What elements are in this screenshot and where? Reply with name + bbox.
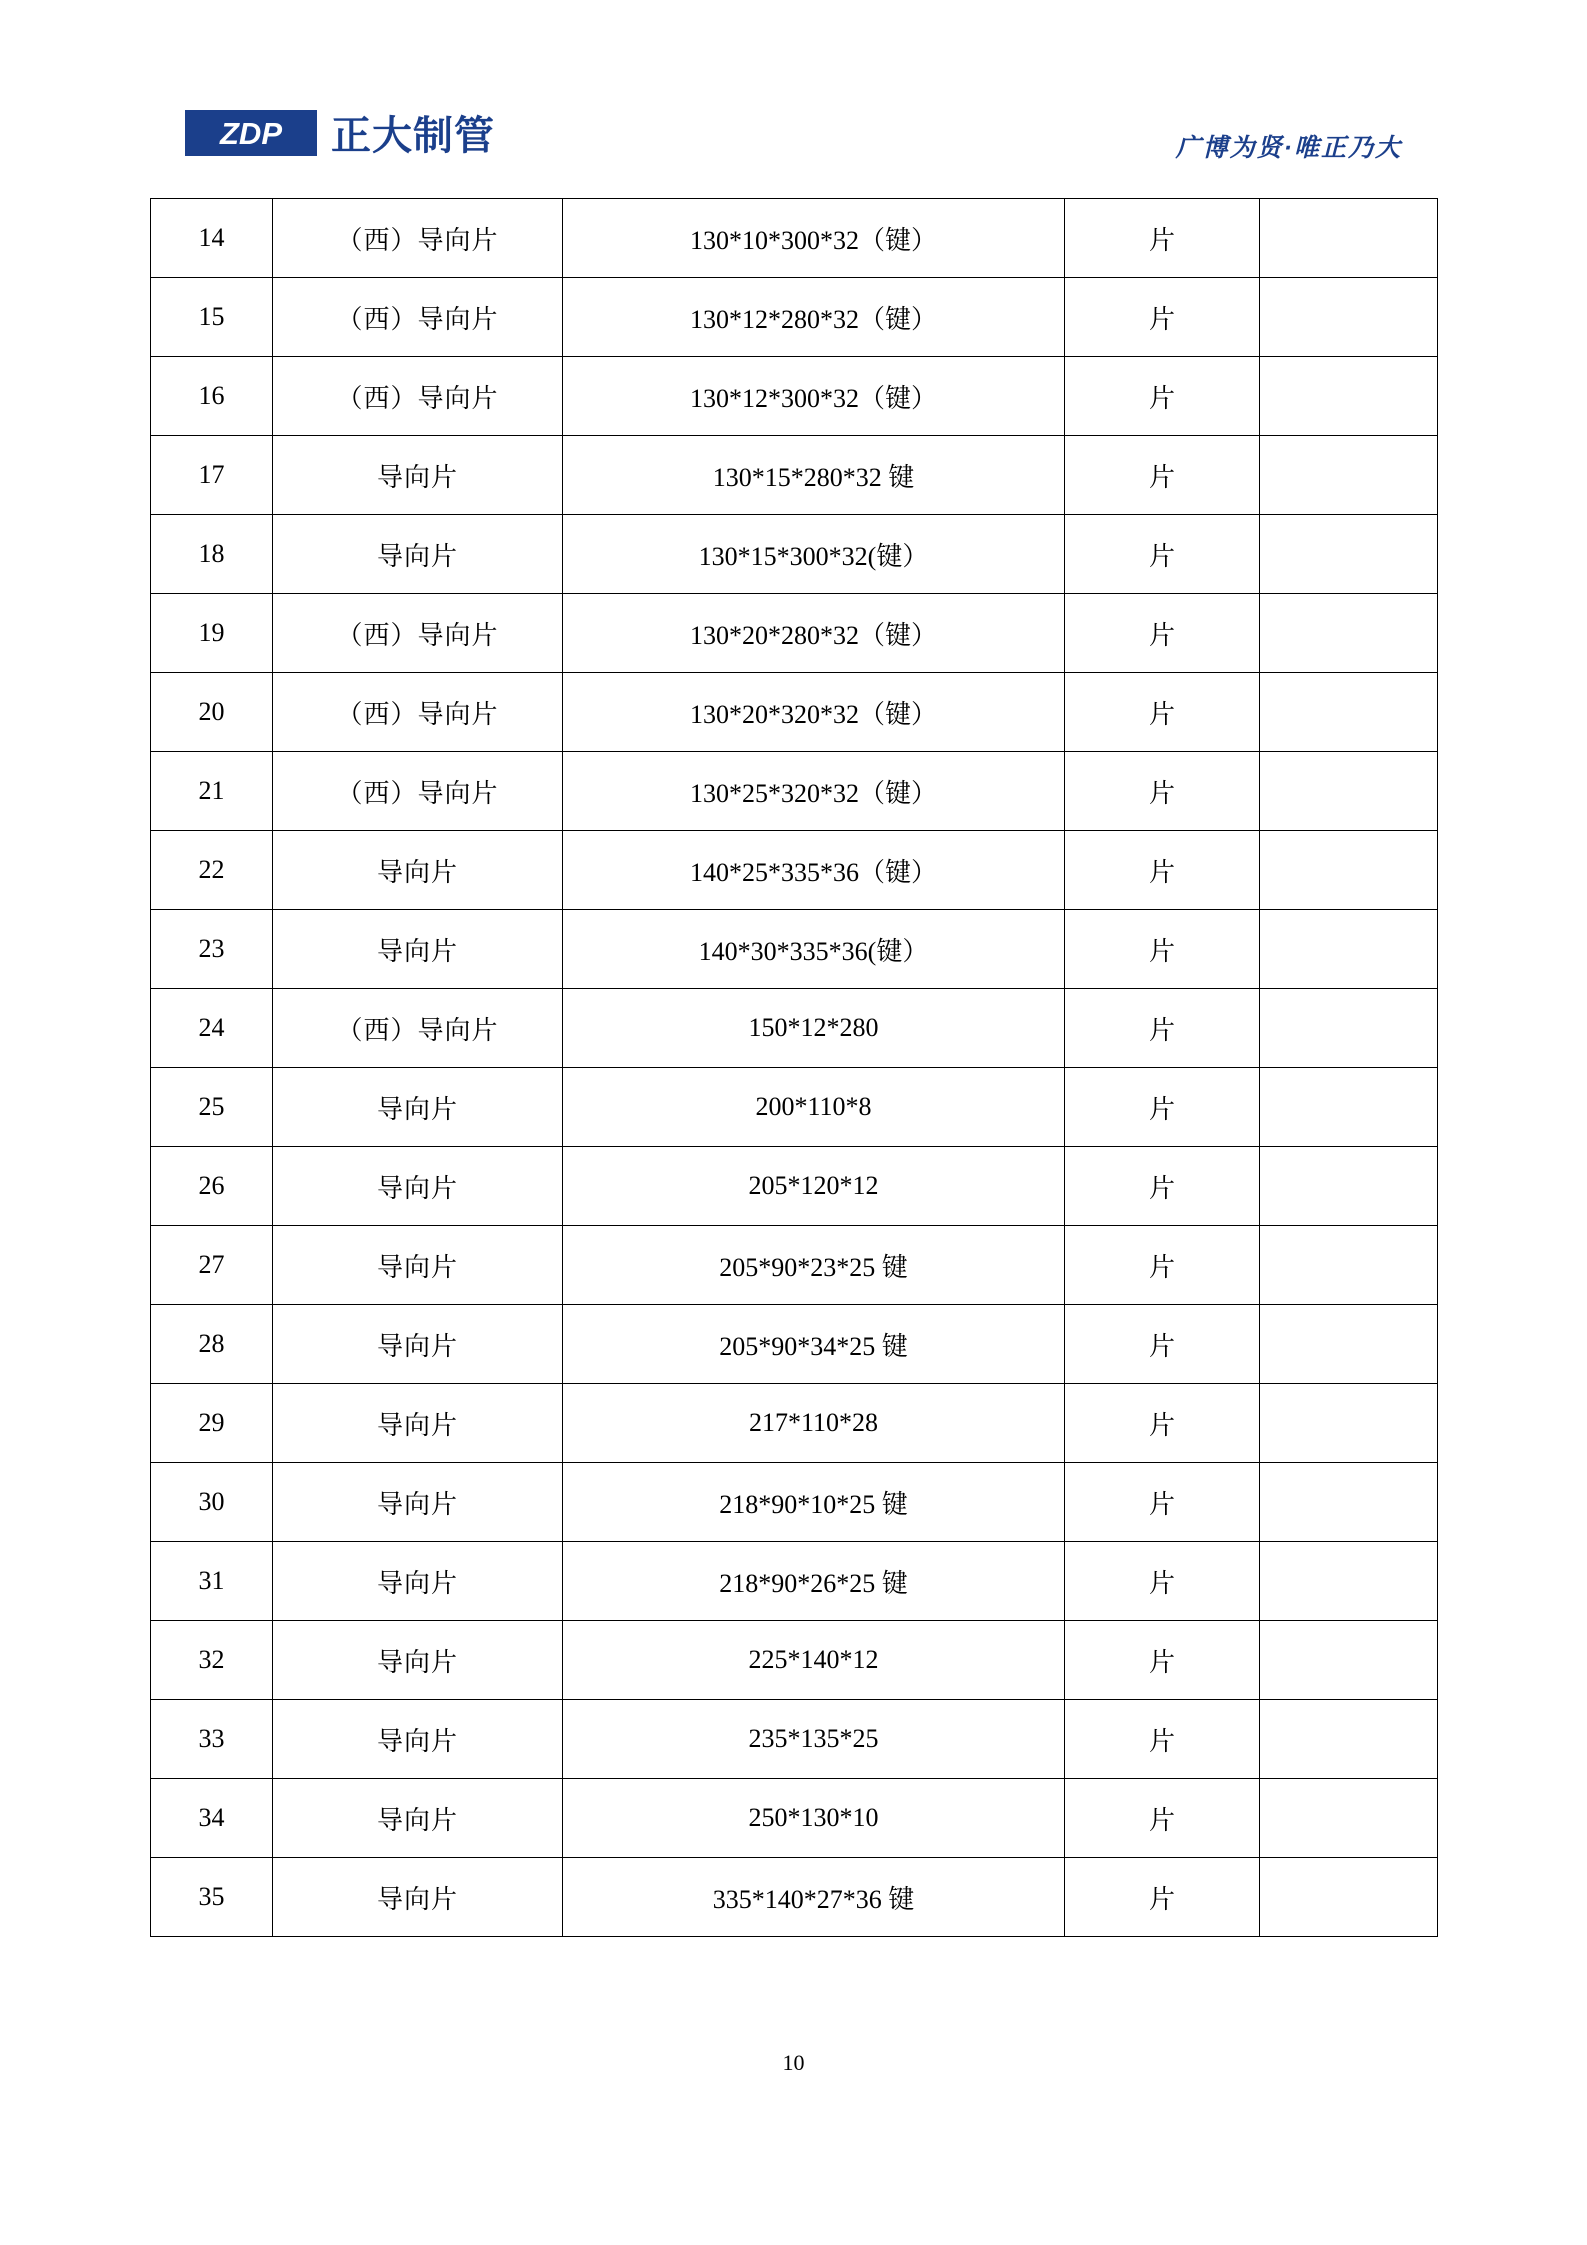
cell-name: 导向片 (273, 831, 563, 910)
cell-name: 导向片 (273, 910, 563, 989)
table-row (151, 199, 1438, 278)
cell-qty (1260, 199, 1438, 278)
cell-no: 22 (151, 831, 273, 910)
cell-qty (1260, 1779, 1438, 1858)
cell-spec: 130*12*280*32（键） (563, 278, 1065, 357)
cell-name: 导向片 (273, 1700, 563, 1779)
cell-spec: 130*25*320*32（键） (563, 752, 1065, 831)
parts-table-container (150, 198, 1437, 1937)
company-slogan: 广博为贤·唯正乃大 (1175, 134, 1402, 162)
cell-qty (1260, 1542, 1438, 1621)
table-row (151, 1621, 1438, 1700)
cell-no: 16 (151, 357, 273, 436)
cell-no: 28 (151, 1305, 273, 1384)
cell-qty (1260, 752, 1438, 831)
cell-spec: 235*135*25 (563, 1700, 1065, 1779)
cell-qty (1260, 594, 1438, 673)
cell-spec: 218*90*10*25 键 (563, 1463, 1065, 1542)
table-row (151, 1542, 1438, 1621)
cell-qty (1260, 515, 1438, 594)
cell-no: 14 (151, 199, 273, 278)
page-number: 10 (782, 2050, 805, 2075)
cell-name: 导向片 (273, 1621, 563, 1700)
cell-qty (1260, 1463, 1438, 1542)
cell-name: 导向片 (273, 1858, 563, 1937)
cell-spec: 130*20*280*32（键） (563, 594, 1065, 673)
cell-qty (1260, 673, 1438, 752)
cell-qty (1260, 357, 1438, 436)
cell-unit: 片 (1065, 436, 1260, 515)
cell-no: 23 (151, 910, 273, 989)
cell-name: （西）导向片 (273, 199, 563, 278)
cell-spec: 205*120*12 (563, 1147, 1065, 1226)
cell-spec: 218*90*26*25 键 (563, 1542, 1065, 1621)
cell-spec: 200*110*8 (563, 1068, 1065, 1147)
cell-spec: 225*140*12 (563, 1621, 1065, 1700)
table-row (151, 278, 1438, 357)
parts-table (150, 198, 1438, 1937)
cell-qty (1260, 1858, 1438, 1937)
table-row (151, 910, 1438, 989)
company-name: 正大制管 (331, 113, 495, 158)
cell-qty (1260, 989, 1438, 1068)
cell-no: 20 (151, 673, 273, 752)
cell-unit: 片 (1065, 1542, 1260, 1621)
cell-unit: 片 (1065, 673, 1260, 752)
cell-name: 导向片 (273, 515, 563, 594)
svg-text:ZDP: ZDP (220, 116, 282, 151)
cell-unit: 片 (1065, 199, 1260, 278)
cell-qty (1260, 278, 1438, 357)
cell-spec: 130*10*300*32（键） (563, 199, 1065, 278)
cell-qty (1260, 436, 1438, 515)
cell-no: 29 (151, 1384, 273, 1463)
table-row (151, 1068, 1438, 1147)
cell-unit: 片 (1065, 831, 1260, 910)
table-row (151, 1700, 1438, 1779)
cell-no: 27 (151, 1226, 273, 1305)
table-row (151, 1305, 1438, 1384)
cell-qty (1260, 1621, 1438, 1700)
cell-unit: 片 (1065, 1068, 1260, 1147)
table-row (151, 673, 1438, 752)
cell-spec: 217*110*28 (563, 1384, 1065, 1463)
cell-unit: 片 (1065, 357, 1260, 436)
cell-no: 15 (151, 278, 273, 357)
table-row (151, 1779, 1438, 1858)
cell-no: 21 (151, 752, 273, 831)
table-row (151, 357, 1438, 436)
parts-table-body (151, 199, 1438, 1937)
cell-spec: 140*30*335*36(键） (563, 910, 1065, 989)
cell-spec: 150*12*280 (563, 989, 1065, 1068)
cell-name: 导向片 (273, 1463, 563, 1542)
table-row (151, 1384, 1438, 1463)
cell-name: 导向片 (273, 1542, 563, 1621)
cell-unit: 片 (1065, 1779, 1260, 1858)
table-row (151, 594, 1438, 673)
table-row (151, 436, 1438, 515)
table-row (151, 1147, 1438, 1226)
cell-name: （西）导向片 (273, 278, 563, 357)
cell-qty (1260, 1226, 1438, 1305)
table-row (151, 1463, 1438, 1542)
cell-qty (1260, 1384, 1438, 1463)
cell-unit: 片 (1065, 1305, 1260, 1384)
cell-unit: 片 (1065, 278, 1260, 357)
table-row (151, 831, 1438, 910)
cell-unit: 片 (1065, 1147, 1260, 1226)
cell-name: 导向片 (273, 1147, 563, 1226)
cell-spec: 335*140*27*36 键 (563, 1858, 1065, 1937)
cell-spec: 140*25*335*36（键） (563, 831, 1065, 910)
cell-unit: 片 (1065, 1858, 1260, 1937)
cell-name: 导向片 (273, 1226, 563, 1305)
cell-unit: 片 (1065, 989, 1260, 1068)
cell-name: 导向片 (273, 1068, 563, 1147)
cell-name: （西）导向片 (273, 594, 563, 673)
cell-no: 17 (151, 436, 273, 515)
table-row (151, 515, 1438, 594)
zdp-logo-icon (185, 110, 317, 161)
cell-qty (1260, 831, 1438, 910)
cell-name: 导向片 (273, 1305, 563, 1384)
cell-name: 导向片 (273, 436, 563, 515)
cell-qty (1260, 1068, 1438, 1147)
cell-no: 25 (151, 1068, 273, 1147)
cell-spec: 130*15*280*32 键 (563, 436, 1065, 515)
cell-no: 31 (151, 1542, 273, 1621)
cell-unit: 片 (1065, 594, 1260, 673)
cell-no: 24 (151, 989, 273, 1068)
cell-unit: 片 (1065, 752, 1260, 831)
cell-name: （西）导向片 (273, 989, 563, 1068)
table-row (151, 989, 1438, 1068)
cell-spec: 205*90*23*25 键 (563, 1226, 1065, 1305)
table-row (151, 752, 1438, 831)
cell-unit: 片 (1065, 1384, 1260, 1463)
cell-spec: 205*90*34*25 键 (563, 1305, 1065, 1384)
cell-qty (1260, 910, 1438, 989)
cell-no: 34 (151, 1779, 273, 1858)
cell-unit: 片 (1065, 1463, 1260, 1542)
cell-name: （西）导向片 (273, 752, 563, 831)
cell-unit: 片 (1065, 515, 1260, 594)
table-row (151, 1226, 1438, 1305)
cell-name: 导向片 (273, 1779, 563, 1858)
page-header (0, 110, 1587, 180)
cell-qty (1260, 1305, 1438, 1384)
cell-no: 18 (151, 515, 273, 594)
cell-qty (1260, 1700, 1438, 1779)
cell-qty (1260, 1147, 1438, 1226)
cell-no: 35 (151, 1858, 273, 1937)
cell-unit: 片 (1065, 1621, 1260, 1700)
cell-no: 30 (151, 1463, 273, 1542)
cell-spec: 130*20*320*32（键） (563, 673, 1065, 752)
cell-name: （西）导向片 (273, 357, 563, 436)
cell-no: 26 (151, 1147, 273, 1226)
cell-unit: 片 (1065, 910, 1260, 989)
cell-name: 导向片 (273, 1384, 563, 1463)
cell-spec: 250*130*10 (563, 1779, 1065, 1858)
company-logo (185, 110, 495, 161)
cell-no: 19 (151, 594, 273, 673)
page-footer (0, 2050, 1587, 2076)
cell-no: 33 (151, 1700, 273, 1779)
cell-spec: 130*12*300*32（键） (563, 357, 1065, 436)
cell-no: 32 (151, 1621, 273, 1700)
table-row (151, 1858, 1438, 1937)
cell-name: （西）导向片 (273, 673, 563, 752)
cell-unit: 片 (1065, 1700, 1260, 1779)
cell-unit: 片 (1065, 1226, 1260, 1305)
cell-spec: 130*15*300*32(键） (563, 515, 1065, 594)
